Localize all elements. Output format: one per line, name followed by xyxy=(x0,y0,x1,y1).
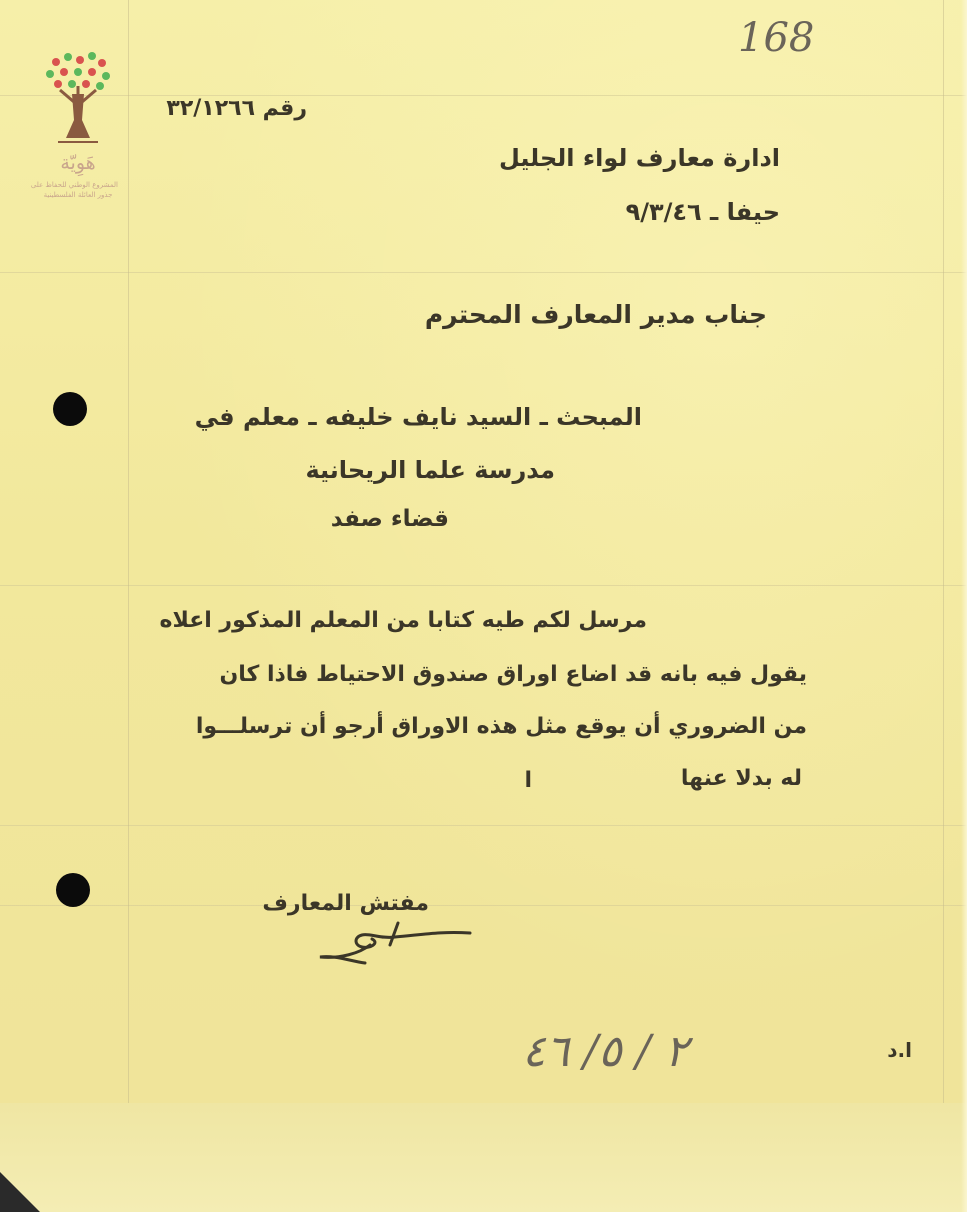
logo-tagline: المشروع الوطني للحفاظ على xyxy=(30,181,118,189)
paper-line xyxy=(0,95,967,96)
folded-corner xyxy=(0,1172,40,1212)
pencil-date: ٢ / ٥/ ٤٦ xyxy=(522,1026,689,1077)
paper-line xyxy=(128,0,129,1212)
body-line: له بدلا عنها xyxy=(680,766,802,791)
body-line: من الضروري أن يوقع مثل هذه الاوراق أرجو أن ترسلـــوا xyxy=(195,714,807,739)
body-mark: ا xyxy=(524,768,532,793)
paper-line xyxy=(0,272,967,273)
family-tree-icon xyxy=(38,50,118,150)
archive-logo xyxy=(30,50,118,210)
marginal-note: ا.د xyxy=(887,1038,912,1062)
page-number: 168 xyxy=(738,15,815,61)
handwritten-signature xyxy=(310,915,480,970)
reference-number: رقم ٣٢/١٢٦٦ xyxy=(166,96,307,121)
subject-line: المبحث ـ السيد نايف خليفه ـ معلم في xyxy=(194,403,642,431)
paper-edge xyxy=(961,0,967,1212)
subject-line: قضاء صفد xyxy=(330,506,449,532)
logo-tagline: جذور العائلة الفلسطينية xyxy=(43,191,113,199)
logo-title: هَوِيّة xyxy=(60,152,96,174)
addressee: جناب مدير المعارف المحترم xyxy=(424,300,767,329)
body-line: يقول فيه بانه قد اضاع اوراق صندوق الاحتياط فاذا كان xyxy=(219,662,807,687)
punch-hole xyxy=(53,392,87,426)
subject-line: مدرسة علما الريحانية xyxy=(305,456,555,484)
paper-line xyxy=(0,825,967,826)
body-line: مرسل لكم طيه كتابا من المعلم المذكور اعلاه xyxy=(159,608,647,633)
paper-line xyxy=(0,585,967,586)
signatory-title: مفتش المعارف xyxy=(262,891,429,916)
paper-line xyxy=(943,0,944,1212)
place-date: حيفا ـ ٩/٣/٤٦ xyxy=(625,198,780,226)
paper-line xyxy=(0,905,967,906)
punch-hole xyxy=(56,873,90,907)
paper-bottom-strip xyxy=(0,1103,967,1212)
sender-office: ادارة معارف لواء الجليل xyxy=(498,144,780,172)
